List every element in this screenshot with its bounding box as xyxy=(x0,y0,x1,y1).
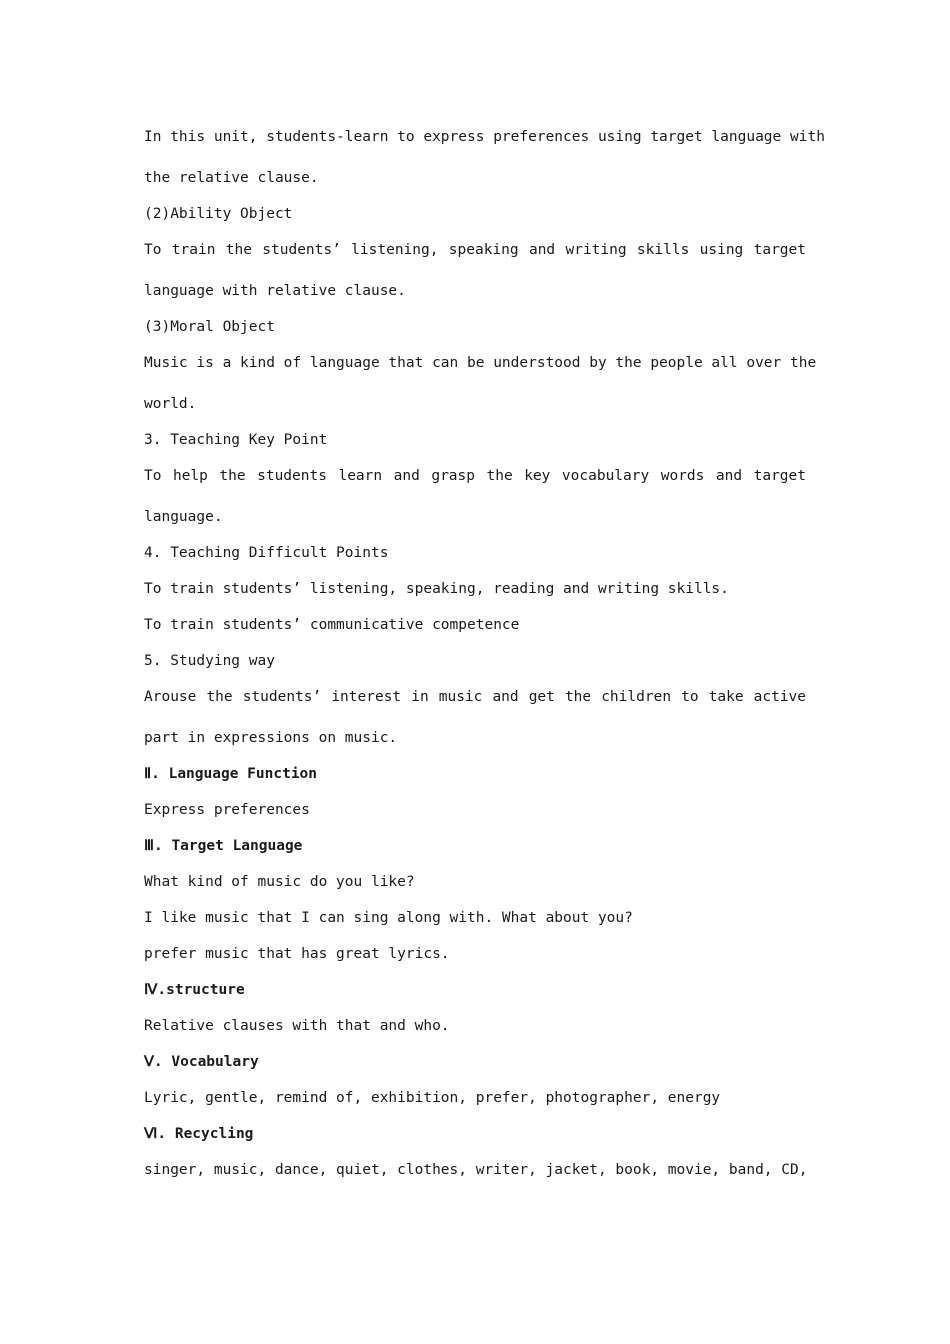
paragraph-line: world. xyxy=(144,396,197,412)
paragraph-line: To help the students learn and grasp the key vocabulary words and target xyxy=(144,468,806,484)
section-heading: Ⅴ. Vocabulary xyxy=(144,1054,259,1070)
subheading: 4. Teaching Difficult Points xyxy=(144,545,389,561)
section-heading: Ⅳ.structure xyxy=(144,982,245,998)
subheading: (3)Moral Object xyxy=(144,319,275,335)
paragraph-line: Music is a kind of language that can be understood by the people all over the xyxy=(144,355,817,371)
section-heading: Ⅲ. Target Language xyxy=(144,838,303,854)
subheading: (2)Ability Object xyxy=(144,206,293,222)
paragraph-line: What kind of music do you like? xyxy=(144,874,415,890)
paragraph-line: I like music that I can sing along with. What about you? xyxy=(144,910,633,926)
section-heading: Ⅵ. Recycling xyxy=(144,1126,254,1142)
subheading: 3. Teaching Key Point xyxy=(144,432,328,448)
paragraph-line: Lyric, gentle, remind of, exhibition, prefer, photographer, energy xyxy=(144,1090,721,1106)
paragraph-line: part in expressions on music. xyxy=(144,730,398,746)
paragraph-line: In this unit, students-learn to express preferences using target language with xyxy=(144,129,825,145)
subheading: 5. Studying way xyxy=(144,653,275,669)
paragraph-line: language. xyxy=(144,509,223,525)
paragraph-line: Express preferences xyxy=(144,802,310,818)
paragraph-line: To train the students’ listening, speaking and writing skills using target xyxy=(144,242,806,258)
paragraph-line: language with relative clause. xyxy=(144,283,406,299)
paragraph-line: singer, music, dance, quiet, clothes, writer, jacket, book, movie, band, CD, xyxy=(144,1162,808,1178)
section-heading: Ⅱ. Language Function xyxy=(144,766,318,782)
paragraph-line: Arouse the students’ interest in music and get the children to take active xyxy=(144,689,806,705)
paragraph-line: To train students’ listening, speaking, reading and writing skills. xyxy=(144,581,729,597)
paragraph-line: the relative clause. xyxy=(144,170,319,186)
paragraph-line: Relative clauses with that and who. xyxy=(144,1018,450,1034)
paragraph-line: To train students’ communicative competence xyxy=(144,617,520,633)
paragraph-line: prefer music that has great lyrics. xyxy=(144,946,450,962)
